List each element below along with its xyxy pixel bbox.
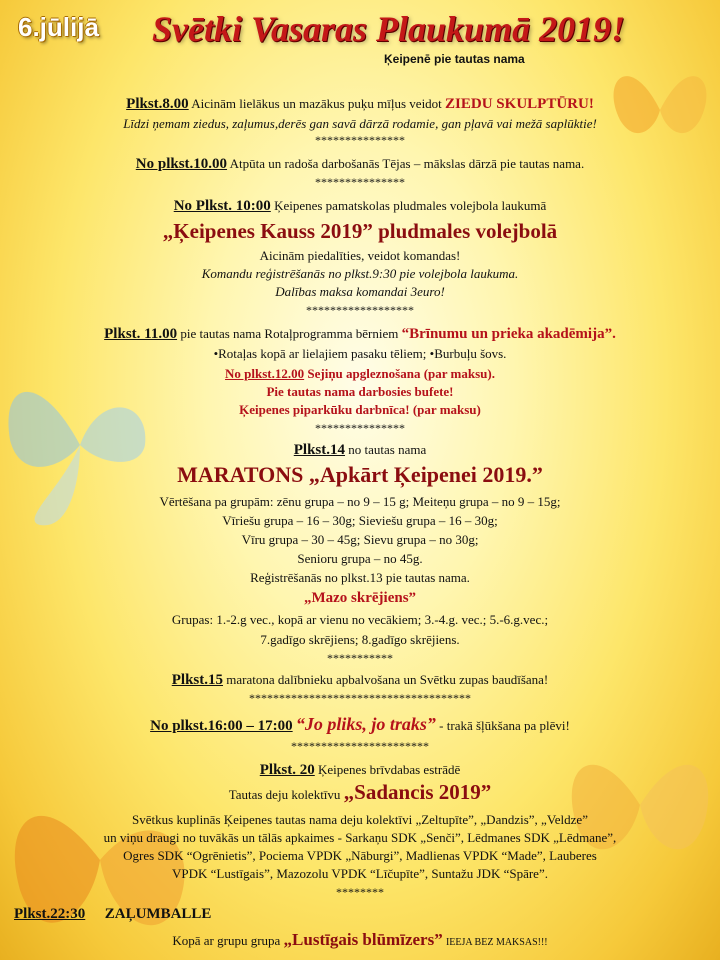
flower-sculpture-line <box>0 96 720 112</box>
separator-stars: ************************************* <box>249 691 471 705</box>
concert-groups-3: Ogres SDK “Ogrēnietis”, Pociema VPDK „Nāburgi”, Madlienas VPDK “Made”, Lauberes <box>123 848 597 863</box>
time-label: No Plkst. 10:00 <box>173 198 271 214</box>
event-text: Tautas deju kolektīvu <box>228 787 341 802</box>
awards-line <box>0 672 720 688</box>
time-label: Plkst.15 <box>171 672 223 688</box>
event-date: 6.jūlijā <box>18 12 99 42</box>
small-run-title: „Mazo skrējiens” <box>303 590 417 606</box>
event-text: pie tautas nama Rotaļprogramma bērniem <box>180 326 399 341</box>
time-label: No plkst.16:00 – 17:00 <box>150 718 293 734</box>
volleyball-registration: Komandu reģistrēšanās no plkst.9:30 pie volejbola laukuma. <box>201 266 519 281</box>
event-text: Atpūta un radoša darbošanās Tējas – mākslas dārzā pie tautas nama. <box>229 156 585 171</box>
marathon-groups-1: Vērtēšana pa grupām: zēnu grupa – no 9 – 15 g; Meiteņu grupa – no 9 – 15g; <box>159 494 561 509</box>
marathon-groups-3: Vīru grupa – 30 – 45g; Sievu grupa – no 30g; <box>241 532 479 547</box>
time-label: No plkst.10.00 <box>135 156 228 172</box>
event-text: no tautas nama <box>348 442 427 457</box>
marathon-title: MARATONS „Apkārt Ķeipenei 2019.” <box>177 462 543 487</box>
separator-stars: *********** <box>327 651 393 665</box>
event-highlight: “Brīnumu un prieka akadēmija”. <box>401 326 616 342</box>
event-location: Ķeipenē pie tautas nama <box>384 52 525 66</box>
event-text: Ķeipenes brīvdabas estrādē <box>318 762 461 777</box>
time-label: Plkst. 11.00 <box>104 326 178 342</box>
event-highlight: „Sadancis 2019” <box>343 780 492 804</box>
volleyball-title: „Ķeipenes Kauss 2019” pludmales volejbolā <box>162 219 558 243</box>
poster-header <box>0 6 720 49</box>
band-line <box>0 932 720 951</box>
flower-note: Līdzi ņemam ziedus, zaļumus,derēs gan savā dārzā rodamie, gan pļavā vai mežā saplūktie! <box>123 116 597 131</box>
tea-garden-line <box>0 156 720 172</box>
sliding-line <box>0 716 720 734</box>
face-painting-line <box>0 366 720 382</box>
dance-party-line <box>14 906 720 922</box>
gingerbread-line: Ķeipenes piparkūku darbnīca! (par maksu) <box>239 402 481 417</box>
separator-stars: *********************** <box>291 739 429 753</box>
volleyball-invite: Aicinām piedalīties, veidot komandas! <box>259 248 461 263</box>
event-text: - trakā šļūkšana pa plēvi! <box>439 718 570 733</box>
band-name: „Lustīgais blūmīzers” <box>283 930 443 949</box>
time-label: Plkst.22:30 <box>14 906 86 922</box>
separator-stars: ****************** <box>306 303 414 317</box>
marathon-groups-2: Vīriešu grupa – 16 – 30g; Sieviešu grupa – 16 – 30g; <box>222 513 498 528</box>
time-label: Plkst.14 <box>293 442 346 458</box>
event-text: Sejiņu apgleznošana (par maksu). <box>307 366 495 381</box>
concert-groups-1: Svētkus kuplinās Ķeipenes tautas nama deju kolektīvi „Zeltupīte”, „Dandzis”, „Veldze” <box>132 812 588 827</box>
event-text: Kopā ar grupu grupa <box>172 933 281 948</box>
marathon-registration: Reģistrēšanās no plkst.13 pie tautas nama. <box>250 570 470 585</box>
concert-groups-2: un viņu draugi no tuvākās un tālās apkaimes - Sarkaņu SDK „Senči”, Lēdmanes SDK „Lēdmane”, <box>103 830 617 845</box>
event-text: Ķeipenes pamatskolas pludmales volejbola laukumā <box>274 198 547 213</box>
marathon-time-line <box>0 442 720 458</box>
free-entry-note: IEEJA BEZ MAKSAS!!! <box>445 937 548 948</box>
kids-program-bullets: •Rotaļas kopā ar lielajiem pasaku tēliem; •Burbuļu šovs. <box>213 346 507 361</box>
time-label: No plkst.12.00 <box>225 366 305 381</box>
concert-title-line <box>0 780 720 804</box>
small-run-groups-1: Grupas: 1.-2.g vec., kopā ar vienu no vecākiem; 3.-4.g. vec.; 5.-6.g.vec.; <box>171 612 549 627</box>
event-text: maratona dalībnieku apbalvošana un Svētku zupas baudīšana! <box>226 672 549 687</box>
event-text: Aicinām lielākus un mazākus puķu mīļus veidot <box>191 96 442 111</box>
small-run-groups-2: 7.gadīgo skrējiens; 8.gadīgo skrējiens. <box>260 632 460 647</box>
event-highlight: ZIEDU SKULPTŪRU! <box>445 96 594 112</box>
marathon-groups-4: Senioru grupa – no 45g. <box>297 551 423 566</box>
separator-stars: *************** <box>315 133 405 147</box>
separator-stars: *************** <box>315 421 405 435</box>
volleyball-line <box>0 198 720 214</box>
poster-title: Svētki Vasaras Plaukumā 2019! <box>152 9 626 49</box>
volleyball-fee: Dalības maksa komandai 3euro! <box>275 284 445 299</box>
time-label: Plkst. 20 <box>259 762 315 778</box>
event-highlight: ZAĻUMBALLE <box>104 906 212 922</box>
concert-groups-4: VPDK “Lustīgais”, Mazozolu VPDK “Līčupīte”, Suntažu JDK “Spāre”. <box>172 866 548 881</box>
kids-program-line <box>0 326 720 342</box>
time-label: Plkst.8.00 <box>126 96 189 112</box>
concert-time-line <box>0 762 720 778</box>
separator-stars: *************** <box>315 175 405 189</box>
event-highlight: “Jo pliks, jo traks” <box>295 714 436 734</box>
separator-stars: ******** <box>336 885 384 899</box>
buffet-line: Pie tautas nama darbosies bufete! <box>266 384 454 399</box>
